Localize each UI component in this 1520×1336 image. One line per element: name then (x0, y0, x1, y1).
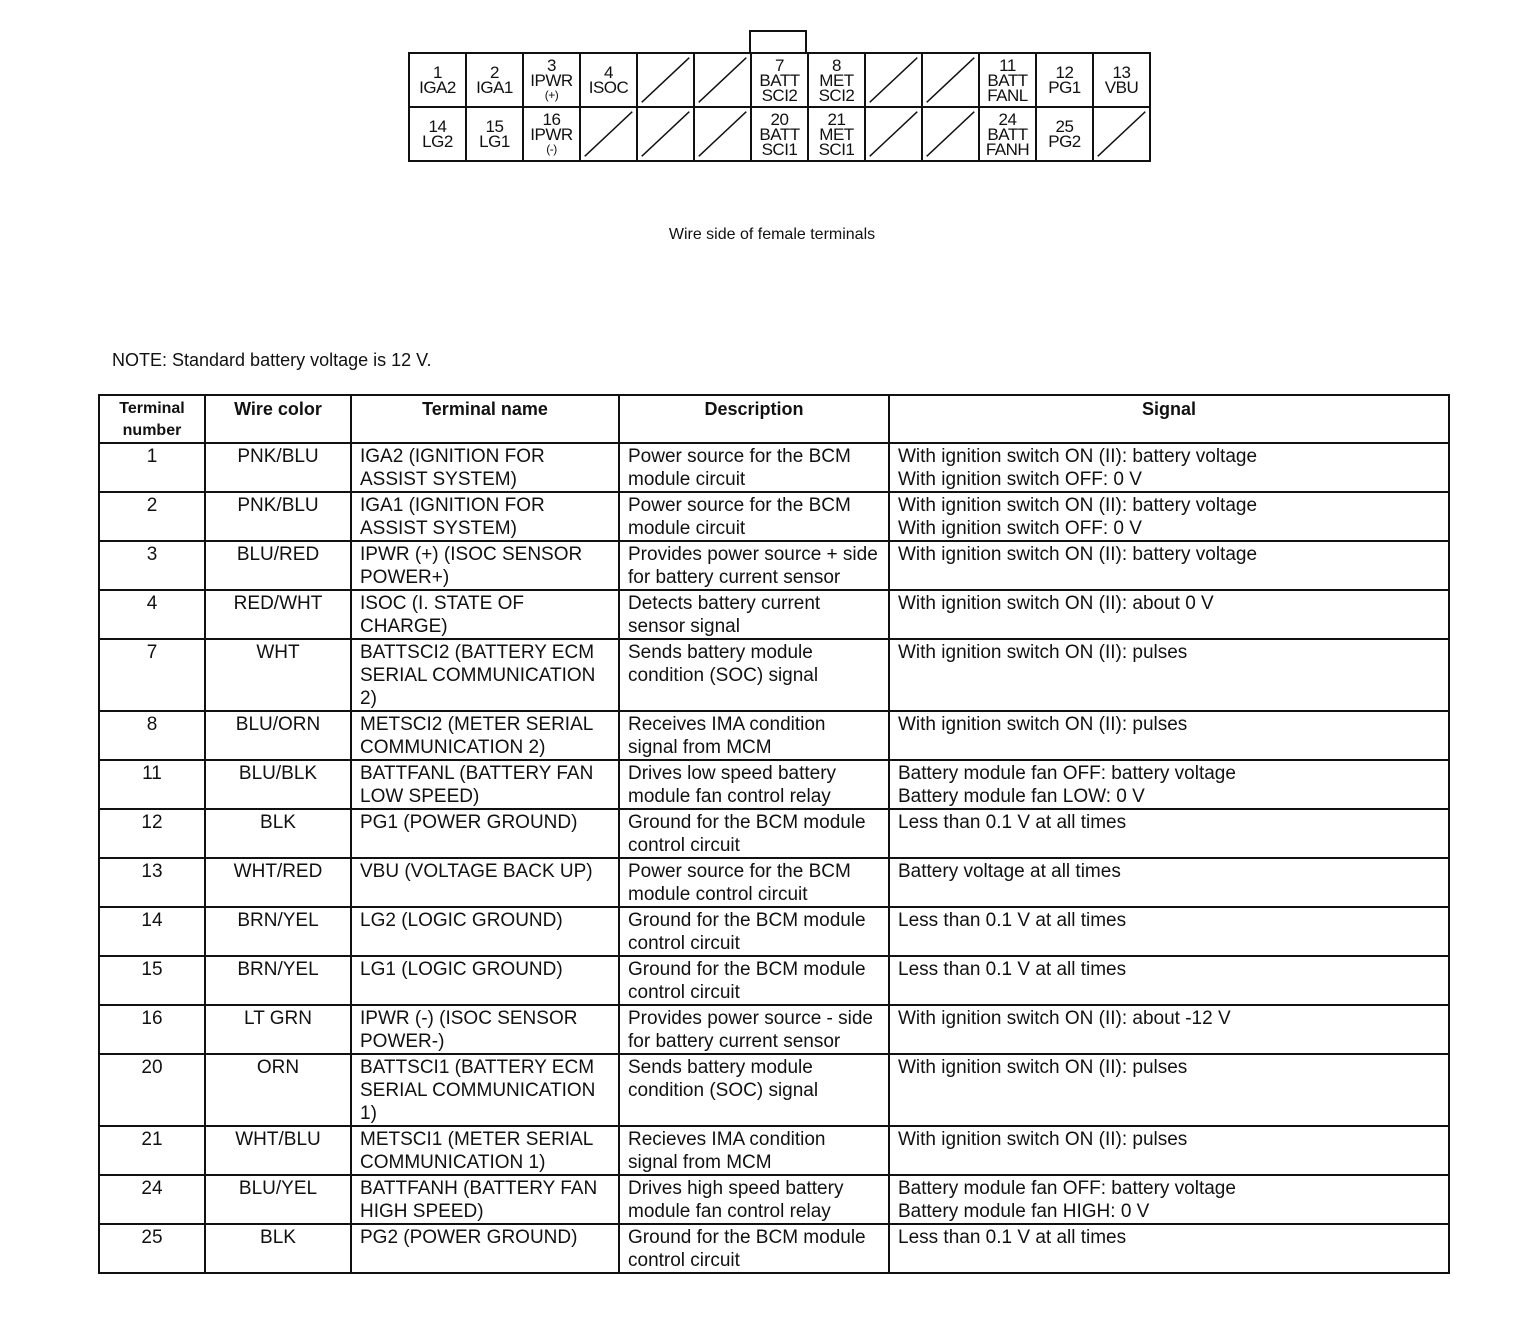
terminal-label: BATT (987, 70, 1028, 90)
terminal-number-cell: 12 (99, 809, 205, 858)
terminal-number: 2 (490, 63, 499, 82)
table-row (99, 1054, 1449, 1126)
terminal-number-cell: 3 (99, 541, 205, 590)
terminal-number: 1 (433, 63, 442, 82)
voltage-note: NOTE: Standard battery voltage is 12 V. (112, 350, 432, 370)
terminal-name-cell: PG1 (POWER GROUND) (351, 809, 619, 858)
connector-empty-cavity (636, 52, 695, 108)
description-cell: Sends battery module condition (SOC) signal (619, 1054, 889, 1126)
connector-terminal-16 (522, 106, 581, 162)
wire-color-cell: BLU/ORN (205, 711, 351, 760)
table-row (99, 907, 1449, 956)
table-row (99, 1224, 1449, 1273)
description-cell: Ground for the BCM module control circuit (619, 956, 889, 1005)
diagram-caption: Wire side of female terminals (668, 226, 876, 243)
terminal-name-cell: LG1 (LOGIC GROUND) (351, 956, 619, 1005)
terminal-number-cell: 25 (99, 1224, 205, 1273)
wire-color-cell: BLK (205, 809, 351, 858)
signal-cell: Battery voltage at all times (889, 858, 1449, 907)
connector-empty-cavity (693, 106, 752, 162)
signal-cell: Less than 0.1 V at all times (889, 809, 1449, 858)
terminal-label: PG1 (1048, 78, 1081, 97)
table-row (99, 1175, 1449, 1224)
signal-cell: With ignition switch ON (II): pulses (889, 711, 1449, 760)
connector-terminal-21 (807, 106, 866, 162)
signal-cell: With ignition switch ON (II): about 0 V (889, 590, 1449, 639)
description-cell: Ground for the BCM module control circuit (619, 1224, 889, 1273)
connector-empty-cavity (921, 52, 980, 108)
terminal-number: 13 (1112, 63, 1131, 82)
wire-color-cell: LT GRN (205, 1005, 351, 1054)
table-row (99, 443, 1449, 492)
header-terminal-number: Terminal number (99, 395, 205, 443)
description-cell: Provides power source + side for battery current sensor (619, 541, 889, 590)
terminal-name-cell: ISOC (I. STATE OF CHARGE) (351, 590, 619, 639)
terminal-label: BATT (759, 124, 800, 144)
table-row (99, 590, 1449, 639)
description-cell: Detects battery current sensor signal (619, 590, 889, 639)
description-cell: Recieves IMA condition signal from MCM (619, 1126, 889, 1175)
connector-terminal-3 (522, 52, 581, 108)
terminal-sublabel: SCI2 (818, 85, 855, 105)
signal-cell: With ignition switch ON (II): pulses (889, 1054, 1449, 1126)
terminal-name-cell: METSCI2 (METER SERIAL COMMUNICATION 2) (351, 711, 619, 760)
table-row (99, 1005, 1449, 1054)
terminal-number: 3 (547, 55, 556, 75)
description-cell: Power source for the BCM module circuit (619, 443, 889, 492)
terminal-sublabel: (-) (546, 141, 557, 156)
terminal-number: 25 (1055, 117, 1074, 136)
connector-empty-cavity (1092, 106, 1151, 162)
terminal-label: BATT (987, 124, 1028, 144)
connector-empty-cavity (921, 106, 980, 162)
connector-empty-cavity (693, 52, 752, 108)
connector-terminal-11 (978, 52, 1037, 108)
header-terminal-name: Terminal name (351, 395, 619, 443)
wire-color-cell: PNK/BLU (205, 443, 351, 492)
connector-lock-tab (749, 30, 807, 54)
terminal-name-cell: BATTFANL (BATTERY FAN LOW SPEED) (351, 760, 619, 809)
terminal-label: BATT (759, 70, 800, 90)
signal-cell: With ignition switch ON (II): battery voltage (889, 541, 1449, 590)
description-cell: Power source for the BCM module circuit (619, 492, 889, 541)
wire-color-cell: BLU/BLK (205, 760, 351, 809)
connector-terminal-1 (408, 52, 467, 108)
wire-color-cell: BLU/YEL (205, 1175, 351, 1224)
description-cell: Ground for the BCM module control circuit (619, 809, 889, 858)
wire-color-cell: BLU/RED (205, 541, 351, 590)
terminal-number-cell: 14 (99, 907, 205, 956)
connector-terminal-15 (465, 106, 524, 162)
connector-empty-cavity (864, 106, 923, 162)
terminal-sublabel: FANH (985, 139, 1030, 159)
terminal-number: 7 (775, 55, 784, 75)
table-header-row (99, 395, 1449, 443)
terminal-number: 8 (832, 55, 841, 75)
connector-terminal-2 (465, 52, 524, 108)
terminal-number-cell: 2 (99, 492, 205, 541)
terminal-number-cell: 11 (99, 760, 205, 809)
terminal-number: 24 (998, 109, 1017, 129)
terminal-number: 11 (999, 55, 1016, 75)
terminal-name-cell: IGA1 (IGNITION FOR ASSIST SYSTEM) (351, 492, 619, 541)
terminal-label: IPWR (530, 124, 573, 144)
signal-cell: With ignition switch ON (II): pulses (889, 1126, 1449, 1175)
table-row (99, 492, 1449, 541)
terminal-name-cell: BATTFANH (BATTERY FAN HIGH SPEED) (351, 1175, 619, 1224)
terminal-number-cell: 13 (99, 858, 205, 907)
wire-color-cell: BRN/YEL (205, 956, 351, 1005)
terminal-number-cell: 15 (99, 956, 205, 1005)
terminal-number: 15 (485, 117, 504, 136)
terminal-number-cell: 21 (99, 1126, 205, 1175)
description-cell: Provides power source - side for battery current sensor (619, 1005, 889, 1054)
terminal-label: MET (819, 70, 854, 90)
table-row (99, 639, 1449, 711)
terminal-label: ISOC (588, 78, 629, 97)
terminal-number: 21 (827, 109, 846, 129)
terminal-name-cell: LG2 (LOGIC GROUND) (351, 907, 619, 956)
terminal-label: PG2 (1048, 132, 1081, 151)
signal-cell: With ignition switch ON (II): battery voltage With ignition switch OFF: 0 V (889, 443, 1449, 492)
connector-terminal-14 (408, 106, 467, 162)
description-cell: Sends battery module condition (SOC) signal (619, 639, 889, 711)
table-row (99, 711, 1449, 760)
terminal-number-cell: 24 (99, 1175, 205, 1224)
wire-color-cell: RED/WHT (205, 590, 351, 639)
terminal-number-cell: 4 (99, 590, 205, 639)
wire-color-cell: PNK/BLU (205, 492, 351, 541)
signal-cell: With ignition switch ON (II): about -12 V (889, 1005, 1449, 1054)
header-signal: Signal (889, 395, 1449, 443)
header-wire-color: Wire color (205, 395, 351, 443)
terminal-name-cell: BATTSCI1 (BATTERY ECM SERIAL COMMUNICATION 1) (351, 1054, 619, 1126)
terminal-number: 12 (1055, 63, 1074, 82)
terminal-label: VBU (1104, 78, 1139, 97)
terminal-number-cell: 7 (99, 639, 205, 711)
table-body (99, 443, 1449, 1273)
terminal-label: LG1 (479, 132, 510, 151)
wire-color-cell: WHT/BLU (205, 1126, 351, 1175)
description-cell: Drives low speed battery module fan control relay (619, 760, 889, 809)
connector-empty-cavity (636, 106, 695, 162)
signal-cell: Less than 0.1 V at all times (889, 1224, 1449, 1273)
signal-cell: With ignition switch ON (II): pulses (889, 639, 1449, 711)
table-row (99, 541, 1449, 590)
connector-diagram (408, 30, 1148, 166)
description-cell: Receives IMA condition signal from MCM (619, 711, 889, 760)
connector-empty-cavity (864, 52, 923, 108)
terminal-number-cell: 8 (99, 711, 205, 760)
terminal-sublabel: SCI1 (818, 139, 855, 159)
wire-color-cell: ORN (205, 1054, 351, 1126)
signal-cell: Battery module fan OFF: battery voltage Battery module fan HIGH: 0 V (889, 1175, 1449, 1224)
terminal-label: MET (819, 124, 854, 144)
terminal-number-cell: 16 (99, 1005, 205, 1054)
terminal-label: LG2 (422, 132, 453, 151)
terminal-label: IGA2 (419, 78, 456, 97)
terminal-sublabel: SCI2 (761, 85, 798, 105)
wire-color-cell: BRN/YEL (205, 907, 351, 956)
connector-terminal-12 (1035, 52, 1094, 108)
connector-terminal-7 (750, 52, 809, 108)
terminal-name-cell: PG2 (POWER GROUND) (351, 1224, 619, 1273)
terminal-name-cell: METSCI1 (METER SERIAL COMMUNICATION 1) (351, 1126, 619, 1175)
terminal-number: 20 (770, 109, 789, 129)
terminal-label: IGA1 (476, 78, 513, 97)
terminal-sublabel: SCI1 (761, 139, 798, 159)
description-cell: Power source for the BCM module control circuit (619, 858, 889, 907)
terminal-sublabel: (+) (544, 87, 559, 102)
signal-cell: Less than 0.1 V at all times (889, 956, 1449, 1005)
terminal-name-cell: IGA2 (IGNITION FOR ASSIST SYSTEM) (351, 443, 619, 492)
terminal-number-cell: 20 (99, 1054, 205, 1126)
terminal-sublabel: FANL (987, 85, 1028, 105)
terminal-name-cell: IPWR (+) (ISOC SENSOR POWER+) (351, 541, 619, 590)
terminal-number: 16 (542, 109, 561, 129)
signal-cell: Battery module fan OFF: battery voltage Battery module fan LOW: 0 V (889, 760, 1449, 809)
connector-empty-cavity (579, 106, 638, 162)
header-description: Description (619, 395, 889, 443)
terminal-name-cell: BATTSCI2 (BATTERY ECM SERIAL COMMUNICATION 2) (351, 639, 619, 711)
terminal-signal-table (98, 394, 1450, 1274)
terminal-number: 4 (604, 63, 613, 82)
connector-terminal-20 (750, 106, 809, 162)
wire-color-cell: WHT/RED (205, 858, 351, 907)
description-cell: Ground for the BCM module control circuit (619, 907, 889, 956)
table-row (99, 956, 1449, 1005)
table-row (99, 760, 1449, 809)
signal-cell: With ignition switch ON (II): battery voltage With ignition switch OFF: 0 V (889, 492, 1449, 541)
terminal-name-cell: VBU (VOLTAGE BACK UP) (351, 858, 619, 907)
table-row (99, 809, 1449, 858)
wire-color-cell: BLK (205, 1224, 351, 1273)
terminal-number-cell: 1 (99, 443, 205, 492)
terminal-name-cell: IPWR (-) (ISOC SENSOR POWER-) (351, 1005, 619, 1054)
wire-color-cell: WHT (205, 639, 351, 711)
connector-terminal-8 (807, 52, 866, 108)
terminal-number: 14 (428, 117, 447, 136)
connector-terminal-25 (1035, 106, 1094, 162)
connector-terminal-13 (1092, 52, 1151, 108)
signal-cell: Less than 0.1 V at all times (889, 907, 1449, 956)
table-row (99, 1126, 1449, 1175)
connector-terminal-24 (978, 106, 1037, 162)
connector-terminal-4 (579, 52, 638, 108)
table-row (99, 858, 1449, 907)
description-cell: Drives high speed battery module fan control relay (619, 1175, 889, 1224)
terminal-label: IPWR (530, 70, 573, 90)
